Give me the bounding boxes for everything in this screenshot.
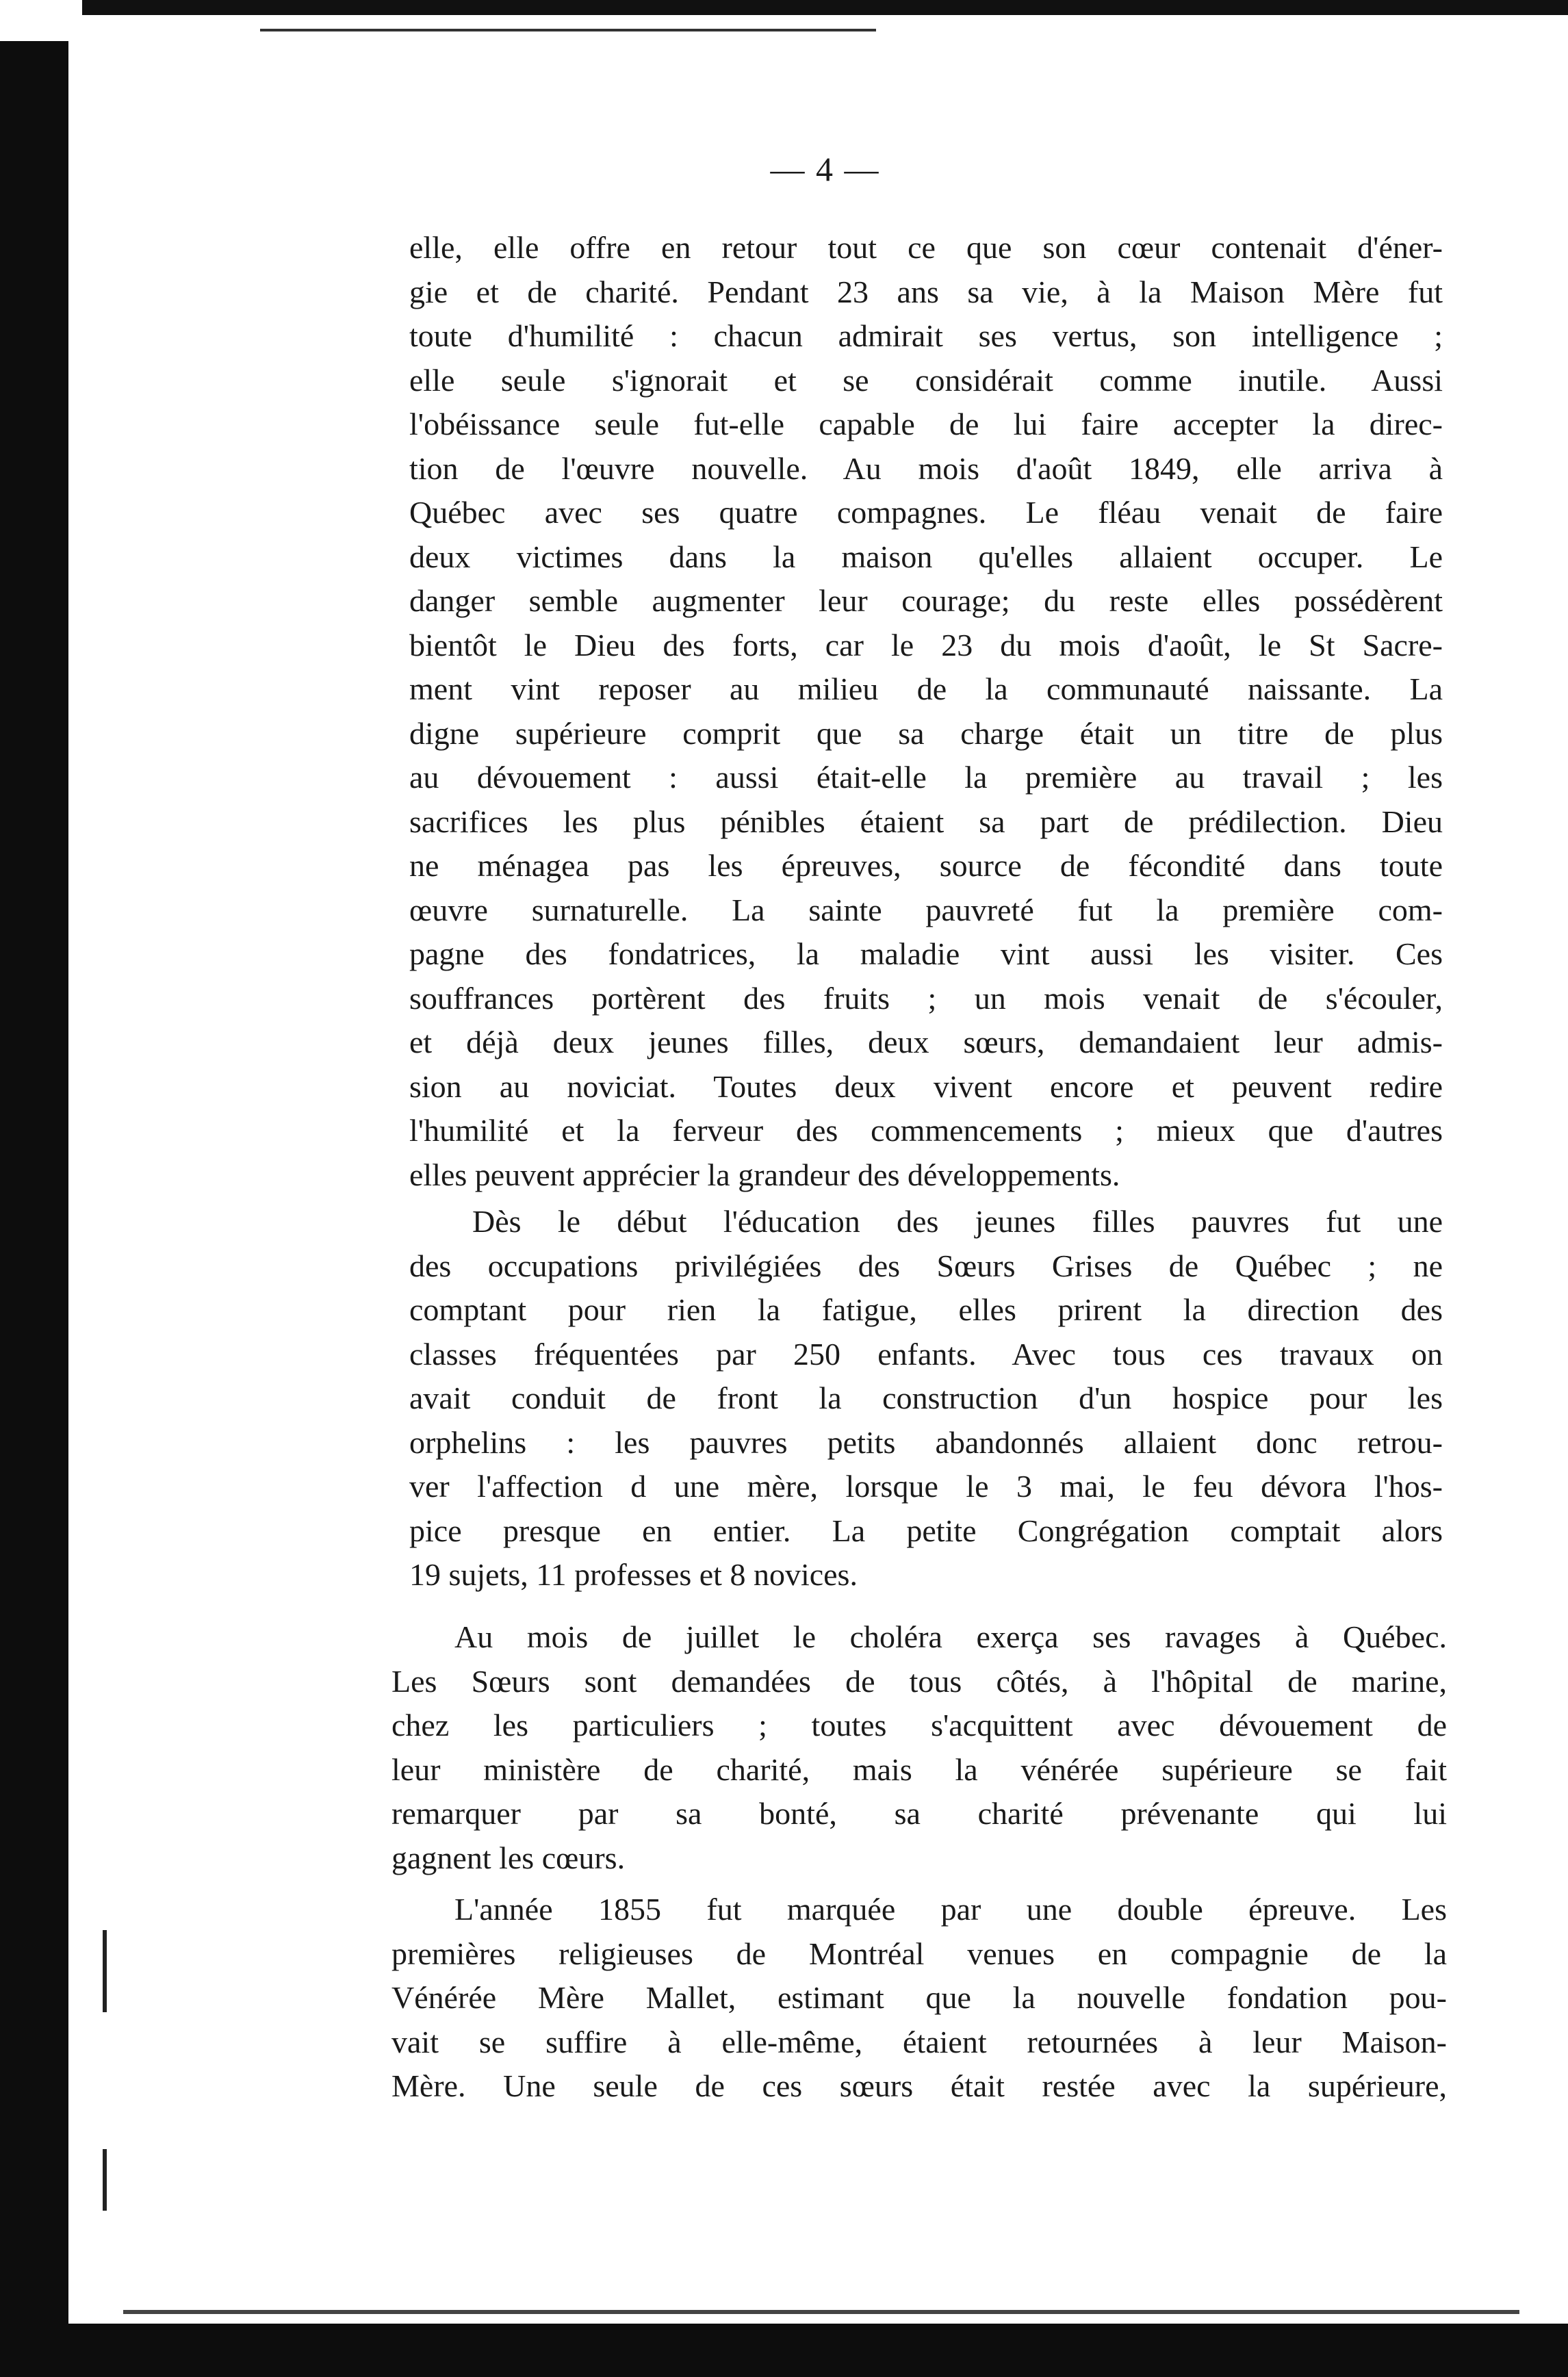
text-line: leur ministère de charité, mais la vénérée supérieure se fait xyxy=(391,1751,1447,1787)
margin-mark xyxy=(103,1930,107,2012)
text-line: comptant pour rien la fatigue, elles prirent la direction des xyxy=(409,1292,1443,1327)
paragraph-3 xyxy=(391,1615,1447,1880)
paragraph-4 xyxy=(391,1888,1447,2109)
text-line: sion au noviciat. Toutes deux vivent encore et peuvent redire xyxy=(409,1068,1443,1104)
text-line: premières religieuses de Montréal venues en compagnie de la xyxy=(391,1936,1447,1971)
scan-line-top xyxy=(260,29,876,31)
scan-border-bottom xyxy=(68,2324,1568,2377)
text-line: tion de l'œuvre nouvelle. Au mois d'août 1849, elle arriva à xyxy=(409,450,1443,486)
paragraph-2 xyxy=(409,1200,1443,1597)
text-line: 19 sujets, 11 professes et 8 novices. xyxy=(409,1557,858,1592)
text-line: l'obéissance seule fut-elle capable de lui faire accepter la direc- xyxy=(409,407,1443,441)
text-line: au dévouement : aussi était-elle la première au travail ; les xyxy=(409,760,1443,795)
text-line: Au mois de juillet le choléra exerça ses ravages à Québec. xyxy=(454,1619,1447,1654)
text-line: pice presque en entier. La petite Congrégation comptait alors xyxy=(409,1513,1443,1548)
text-line: toute d'humilité : chacun admirait ses vertus, son intelligence ; xyxy=(409,318,1443,353)
text-line: sacrifices les plus pénibles étaient sa part de prédilection. Dieu xyxy=(409,804,1443,839)
text-line: digne supérieure comprit que sa charge était un titre de plus xyxy=(409,715,1443,751)
text-line: Mère. Une seule de ces sœurs était restée avec la supérieure, xyxy=(391,2068,1447,2103)
text-line: Dès le début l'éducation des jeunes filles pauvres fut une xyxy=(472,1204,1443,1239)
text-line: gagnent les cœurs. xyxy=(391,1840,626,1875)
text-line: et déjà deux jeunes filles, deux sœurs, demandaient leur admis- xyxy=(409,1025,1443,1059)
text-line: elle seule s'ignorait et se considérait comme inutile. Aussi xyxy=(409,362,1443,398)
text-line: œuvre surnaturelle. La sainte pauvreté fut la première com- xyxy=(409,892,1443,927)
text-line: Vénérée Mère Mallet, estimant que la nouvelle fondation pou- xyxy=(391,1980,1447,2015)
text-line: classes fréquentées par 250 enfants. Avec tous ces travaux on xyxy=(409,1336,1443,1372)
scan-line-bottom xyxy=(123,2310,1519,2314)
text-line: bientôt le Dieu des forts, car le 23 du mois d'août, le St Sacre- xyxy=(409,627,1443,663)
page-number: — 4 — xyxy=(770,150,880,188)
text-line: gie et de charité. Pendant 23 ans sa vie, à la Maison Mère fut xyxy=(409,274,1443,309)
text-line: chez les particuliers ; toutes s'acquittent avec dévouement de xyxy=(391,1708,1447,1743)
text-line: elle, elle offre en retour tout ce que son cœur contenait d'éner- xyxy=(409,230,1443,265)
text-line: ne ménagea pas les épreuves, source de fécondité dans toute xyxy=(409,848,1443,883)
text-line: deux victimes dans la maison qu'elles allaient occuper. Le xyxy=(409,539,1443,574)
text-line: avait conduit de front la construction d'un hospice pour les xyxy=(409,1380,1443,1415)
text-line: elles peuvent apprécier la grandeur des développements. xyxy=(409,1157,1120,1192)
text-line: vait se suffire à elle-même, étaient retournées à leur Maison- xyxy=(391,2024,1447,2059)
text-line: souffrances portèrent des fruits ; un mois venait de s'écouler, xyxy=(409,980,1443,1016)
text-line: Les Sœurs sont demandées de tous côtés, à l'hôpital de marine, xyxy=(391,1663,1447,1699)
text-line: orphelins : les pauvres petits abandonnés allaient donc retrou- xyxy=(409,1424,1443,1460)
text-line: ment vint reposer au milieu de la communauté naissante. La xyxy=(409,671,1443,706)
text-line: Québec avec ses quatre compagnes. Le fléau venait de faire xyxy=(409,495,1443,530)
text-line: ver l'affection d une mère, lorsque le 3 mai, le feu dévora l'hos- xyxy=(409,1469,1443,1504)
text-line: des occupations privilégiées des Sœurs Grises de Québec ; ne xyxy=(409,1248,1443,1283)
text-line: remarquer par sa bonté, sa charité prévenante qui lui xyxy=(391,1796,1447,1831)
margin-mark xyxy=(103,2149,107,2211)
text-line: L'année 1855 fut marquée par une double épreuve. Les xyxy=(454,1892,1447,1927)
text-line: danger semble augmenter leur courage; du reste elles possédèrent xyxy=(409,583,1443,618)
scan-border-left xyxy=(0,41,68,2377)
scan-border-top xyxy=(82,0,1568,15)
text-line: pagne des fondatrices, la maladie vint aussi les visiter. Ces xyxy=(409,936,1443,971)
paragraph-1 xyxy=(409,226,1443,1197)
text-line: l'humilité et la ferveur des commencements ; mieux que d'autres xyxy=(409,1113,1443,1148)
